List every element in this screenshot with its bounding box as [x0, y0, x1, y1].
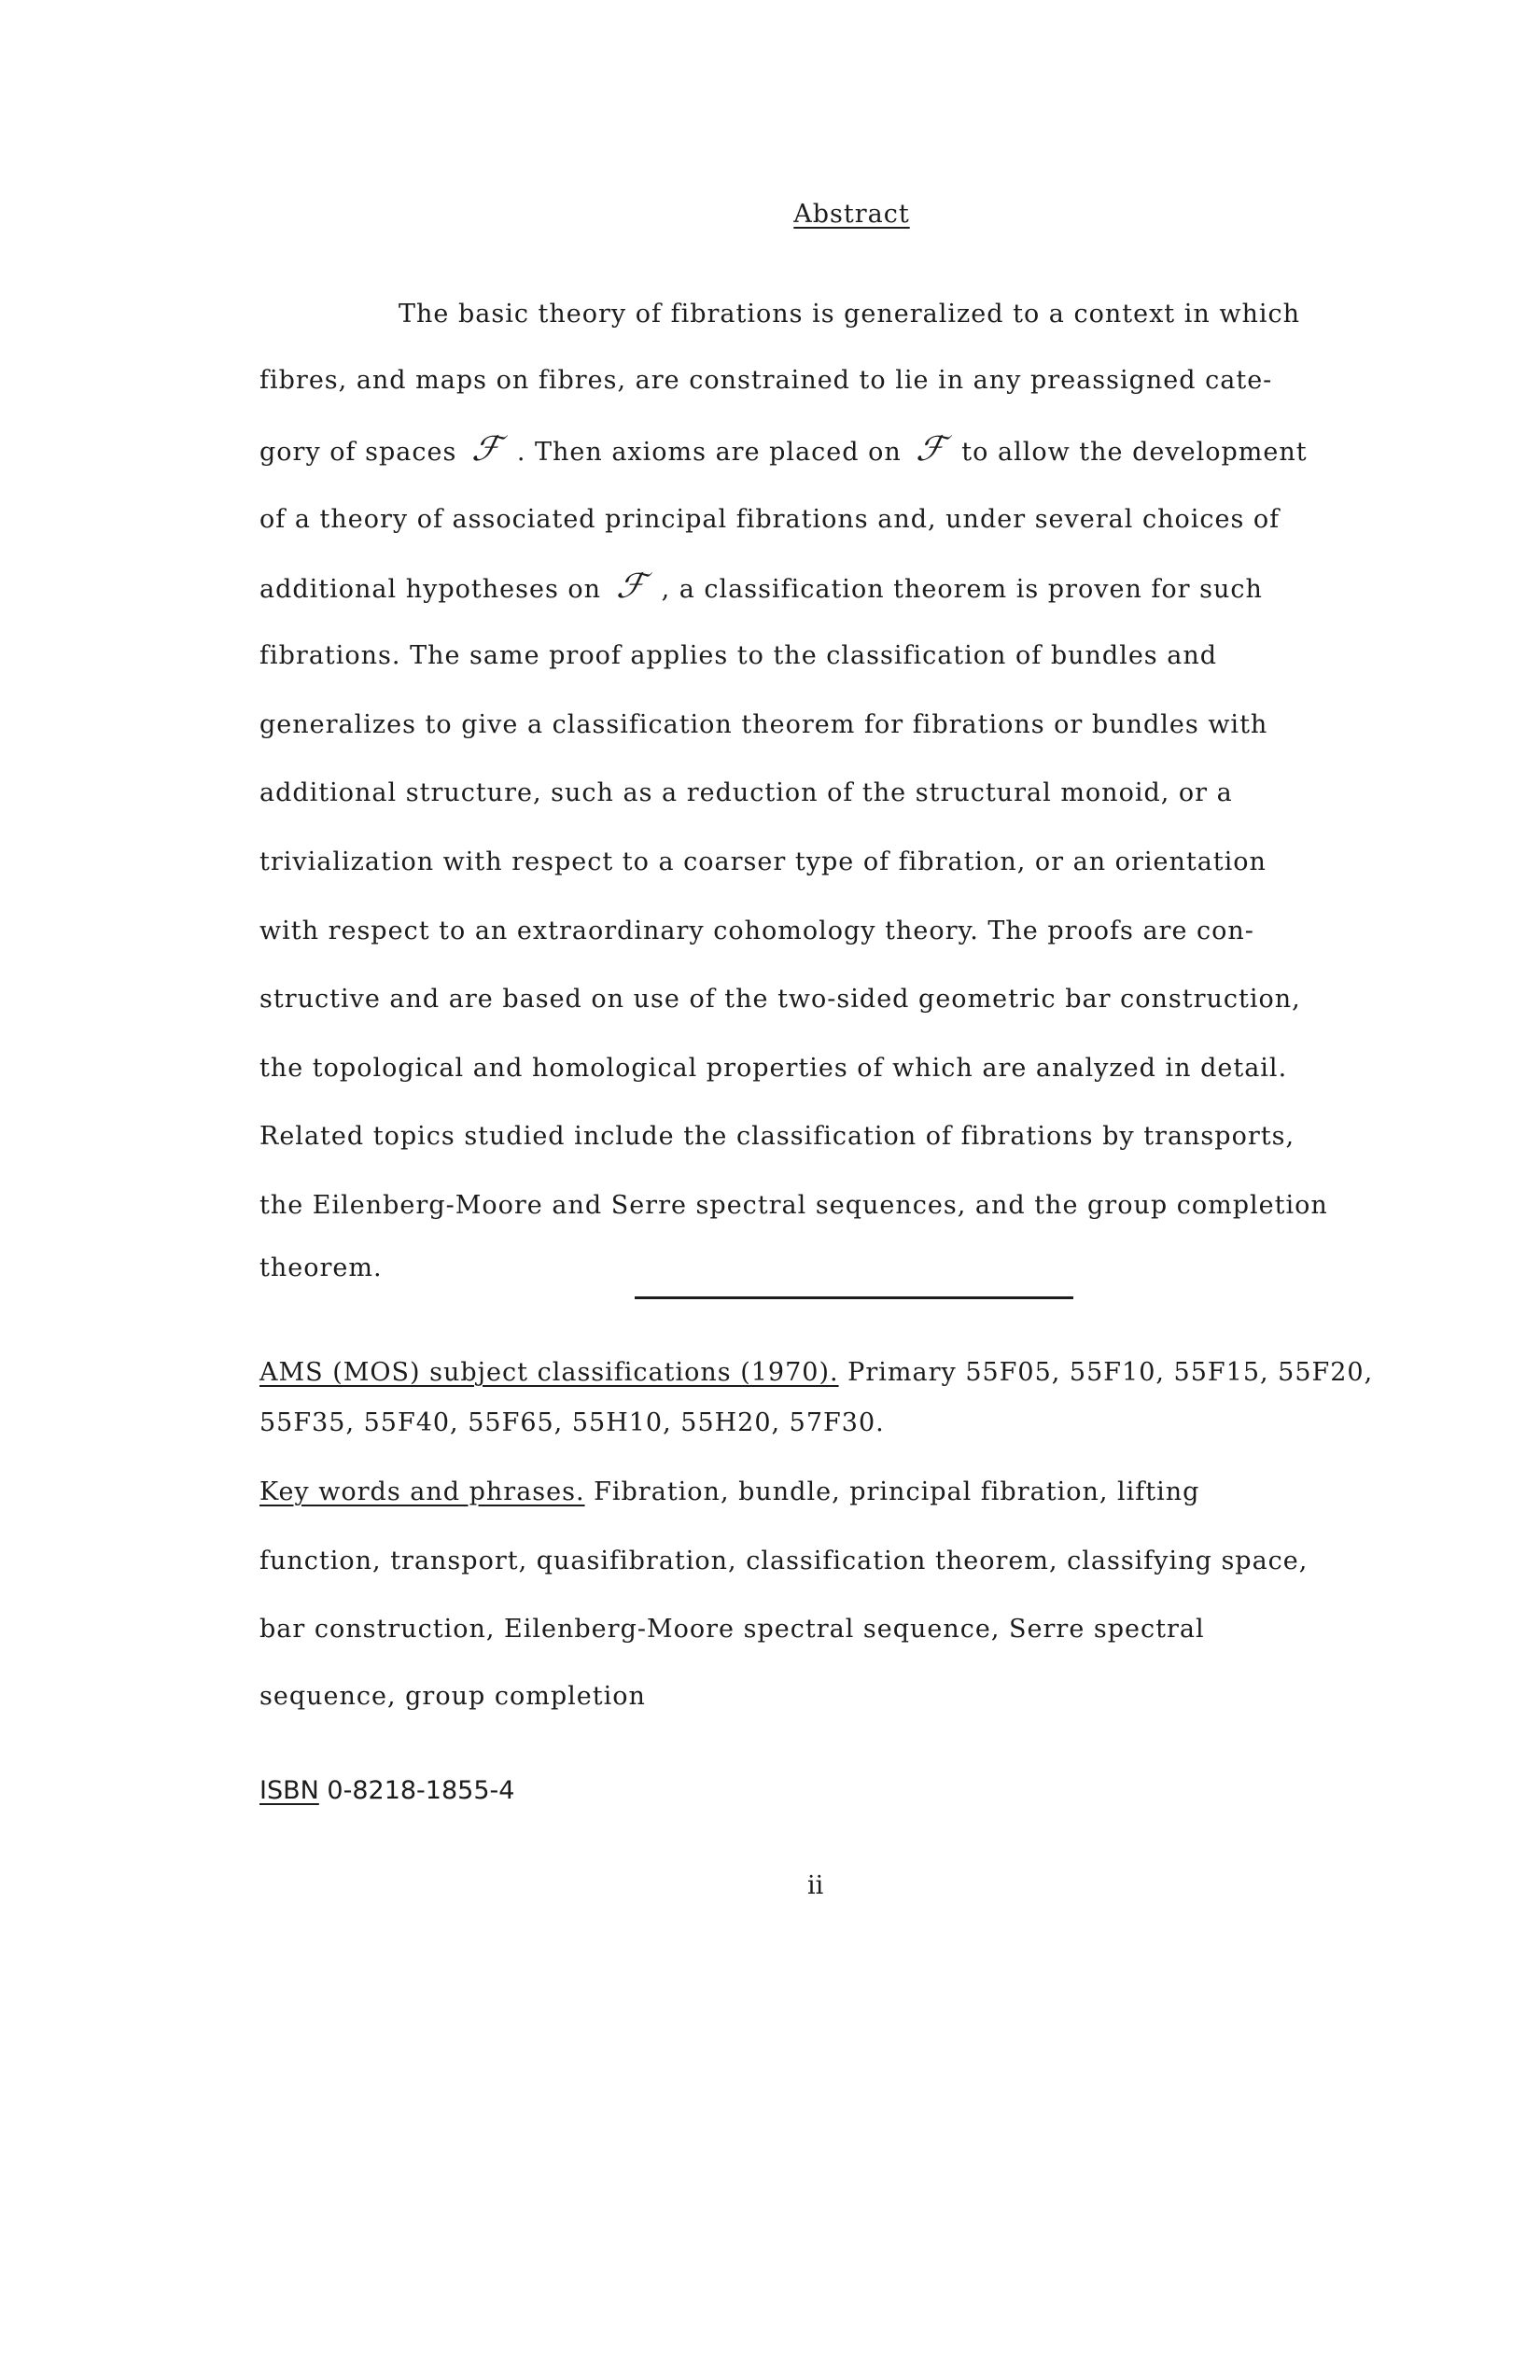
isbn-line: [259, 1775, 514, 1807]
isbn-value: 0-8218-1855-4: [327, 1776, 515, 1805]
keywords-line-4: sequence, group completion: [259, 1682, 646, 1711]
abstract-line-7: generalizes to give a classification theorem for fibrations or bundles with: [259, 710, 1268, 739]
ams-classification-line-1: [259, 1357, 1373, 1389]
abstract-line-3: gory of spaces ℱ . Then axioms are placed on ℱ to allow the development: [259, 430, 1308, 469]
abstract-line-12: the topological and homological properties of which are analyzed in detail.: [259, 1054, 1288, 1083]
script-f-symbol-2: ℱ: [914, 430, 950, 469]
abstract-heading: Abstract: [793, 200, 910, 229]
abstract-line-13: Related topics studied include the classification of fibrations by transports,: [259, 1122, 1295, 1151]
ams-classification-line-2: 55F35, 55F40, 55F65, 55H10, 55H20, 57F30.: [259, 1408, 885, 1437]
abstract-line-14: the Eilenberg-Moore and Serre spectral sequences, and the group completion: [259, 1191, 1328, 1220]
keywords-line-3: bar construction, Eilenberg-Moore spectral sequence, Serre spectral: [259, 1615, 1205, 1644]
abstract-line-5: additional hypotheses on ℱ , a classification theorem is proven for such: [259, 567, 1263, 606]
script-f-symbol-3: ℱ: [613, 567, 650, 606]
keywords-line-1: Key words and phrases. Fibration, bundle, principal fibration, lifting: [259, 1477, 1200, 1506]
keywords-label: Key words and phrases.: [259, 1477, 585, 1506]
abstract-line-8: additional structure, such as a reduction of the structural monoid, or a: [259, 778, 1233, 807]
page-number: ii: [807, 1871, 824, 1900]
section-divider: [635, 1296, 1073, 1299]
abstract-line-11: structive and are based on use of the two-sided geometric bar construction,: [259, 985, 1301, 1014]
abstract-line-6: fibrations. The same proof applies to the classification of bundles and: [259, 641, 1218, 670]
isbn-label: ISBN: [259, 1776, 319, 1805]
ams-classification-label: AMS (MOS) subject classifications (1970).: [259, 1358, 839, 1387]
abstract-line-9: trivialization with respect to a coarser type of fibration, or an orientation: [259, 847, 1267, 876]
abstract-line-4: of a theory of associated principal fibrations and, under several choices of: [259, 505, 1281, 534]
abstract-line-1: The basic theory of fibrations is generalized to a context in which: [399, 300, 1300, 329]
abstract-line-15: theorem.: [259, 1253, 383, 1282]
keywords-line-2: function, transport, quasifibration, classification theorem, classifying space,: [259, 1547, 1309, 1575]
script-f-symbol-1: ℱ: [469, 430, 505, 469]
abstract-line-10: with respect to an extraordinary cohomology theory. The proofs are con-: [259, 917, 1254, 945]
abstract-line-2: fibres, and maps on fibres, are constrained to lie in any preassigned cate-: [259, 366, 1273, 395]
ams-classification-primary: Primary 55F05, 55F10, 55F15, 55F20,: [847, 1358, 1374, 1387]
